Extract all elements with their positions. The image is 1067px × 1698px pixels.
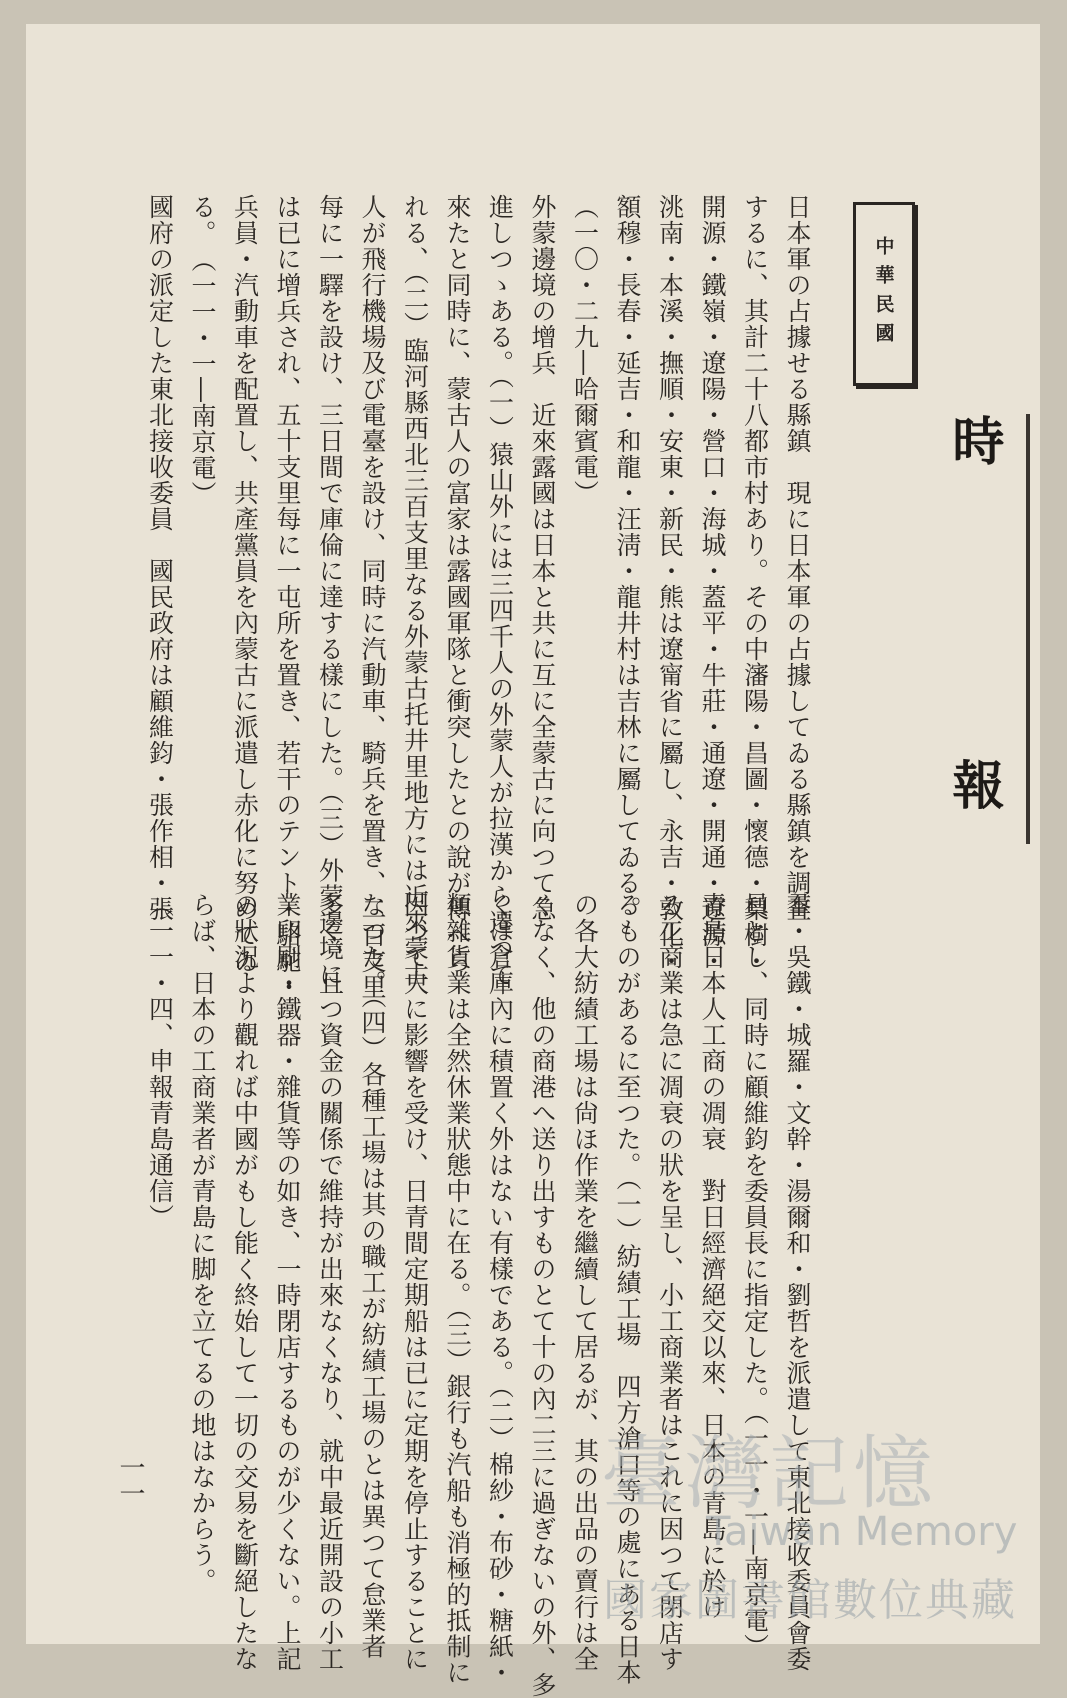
text-column: 業印刷・鐵器・雜貨等の如き、一時閉店するものが少くない。上記 [273, 892, 302, 1672]
page [26, 24, 1040, 1698]
text-column: 額穆・長春・延吉・和龍・汪淸・龍井村は吉林に屬してゐる。 [613, 194, 642, 922]
text-column: る工商業は急に凋衰の狀を呈し、小工商業者はこれに因つて閉店す [655, 892, 685, 1672]
text-column: 兵員・汽動車を配置し、共產黨員を內蒙古に派遣し赤化に努めてゐ [230, 194, 260, 974]
text-column: （一〇・二九―哈爾賓電） [570, 194, 600, 506]
section-label: 中華民國 [872, 236, 895, 352]
text-column: 多く、且つ資金の關係で維持が出來なくなり、就中最近開設の小工 [315, 892, 345, 1672]
text-column: 外蒙邊境の增兵 近來露國は日本と共に互に全蒙古に向つて急 [528, 194, 557, 922]
watermark-logo-text: 臺灣記憶 [601, 1427, 937, 1520]
text-column: 人が飛行機場及び電臺を設け、同時に汽動車、騎兵を置き、二百支里 [358, 194, 387, 1000]
text-column: 每に一驛を設け、三日間で庫倫に達する樣にした。（三）外蒙邊境に [315, 194, 345, 988]
text-column: 國府の派定した東北接收委員 國民政府は顧維鈞・張作相・張 [145, 194, 175, 922]
text-column: の狀況より觀れば中國がもし能く終始して一切の交易を斷絕したな [230, 892, 260, 1672]
text-column: するに、其計二十八都市村あり。その中瀋陽・昌圖・懷德・梨樹・ [740, 194, 770, 974]
text-column: 員とし、同時に顧維鈞を委員長に指定した。（一一・一―南京電） [740, 892, 770, 1660]
text-column: 開源・鐵嶺・遼陽・營口・海城・蓋平・牛莊・通遼・開通・遼源・ [698, 194, 727, 974]
text-column: 因つて大に影響を受け、日青間定期船は已に定期を停止することに [400, 892, 430, 1672]
text-column: （一一・四、申報青島通信） [145, 892, 175, 1230]
text-column: らば、日本の工商業者が青島に脚を立てるの地はなからう。 [188, 892, 217, 1594]
text-column: れる、（二）臨河縣西北三百支里なる外蒙古托井里地方には近來蒙古 [400, 194, 430, 988]
text-column: 洮南・本溪・撫順・安東・新民・熊は遼甯省に屬し、永吉・敦化・ [655, 194, 685, 974]
title-rule [1026, 414, 1030, 844]
text-column: 日本軍の占據せる縣鎮 現に日本軍の占據してゐる縣鎮を調査 [783, 194, 812, 922]
text-column: るものがあるに至つた。（一）紡績工場 四方滄口等の處にある日本 [613, 892, 642, 1686]
text-column: 來たと同時に、蒙古人の富家は露國軍隊と衝突したとの說が傳へら [443, 194, 472, 974]
text-column: くなく、他の商港へ送り出すものとて十の內二三に過ぎないの外、多 [528, 892, 557, 1698]
text-column: 類雜貨業は全然休業狀態中に在る。（三）銀行も汽船も消極的抵制に [443, 892, 472, 1686]
section-label-box [853, 202, 915, 386]
text-column: る。 （一一・一―南京電） [188, 194, 217, 507]
text-column: なつた。（四）各種工場は其の職工が紡績工場のとは異つて怠業者 [358, 892, 387, 1660]
watermark-chinese: 國家圖書館數位典藏 [603, 1575, 1017, 1626]
text-column: は已に增兵され、五十支里每に一屯所を置き、若干のテント・駱駝・ [273, 194, 302, 1000]
text-column: くは倉庫內に積置く外はない有樣である。（二）棉紗・布砂・糖紙・ [485, 892, 515, 1686]
page-number: 一一 [115, 1454, 145, 1506]
text-column: 羣・吳鐵・城羅・文幹・湯爾和・劉哲を派遣して東北接收委員會委 [783, 892, 812, 1672]
page-title: 時 報 [943, 414, 1004, 930]
text-column: 青島日本人工商の凋衰 對日經濟絕交以來、日本の青島に於け [698, 892, 727, 1620]
text-column: の各大紡績工場は尙ほ作業を繼續して居るが、其の出品の賣行は全 [570, 892, 600, 1672]
watermark-english: Taiwan Memory [706, 1509, 1018, 1555]
text-column: 進しつゝある。（一）猿山外には三四千人の外蒙人が拉漢から遷つて [485, 194, 515, 988]
